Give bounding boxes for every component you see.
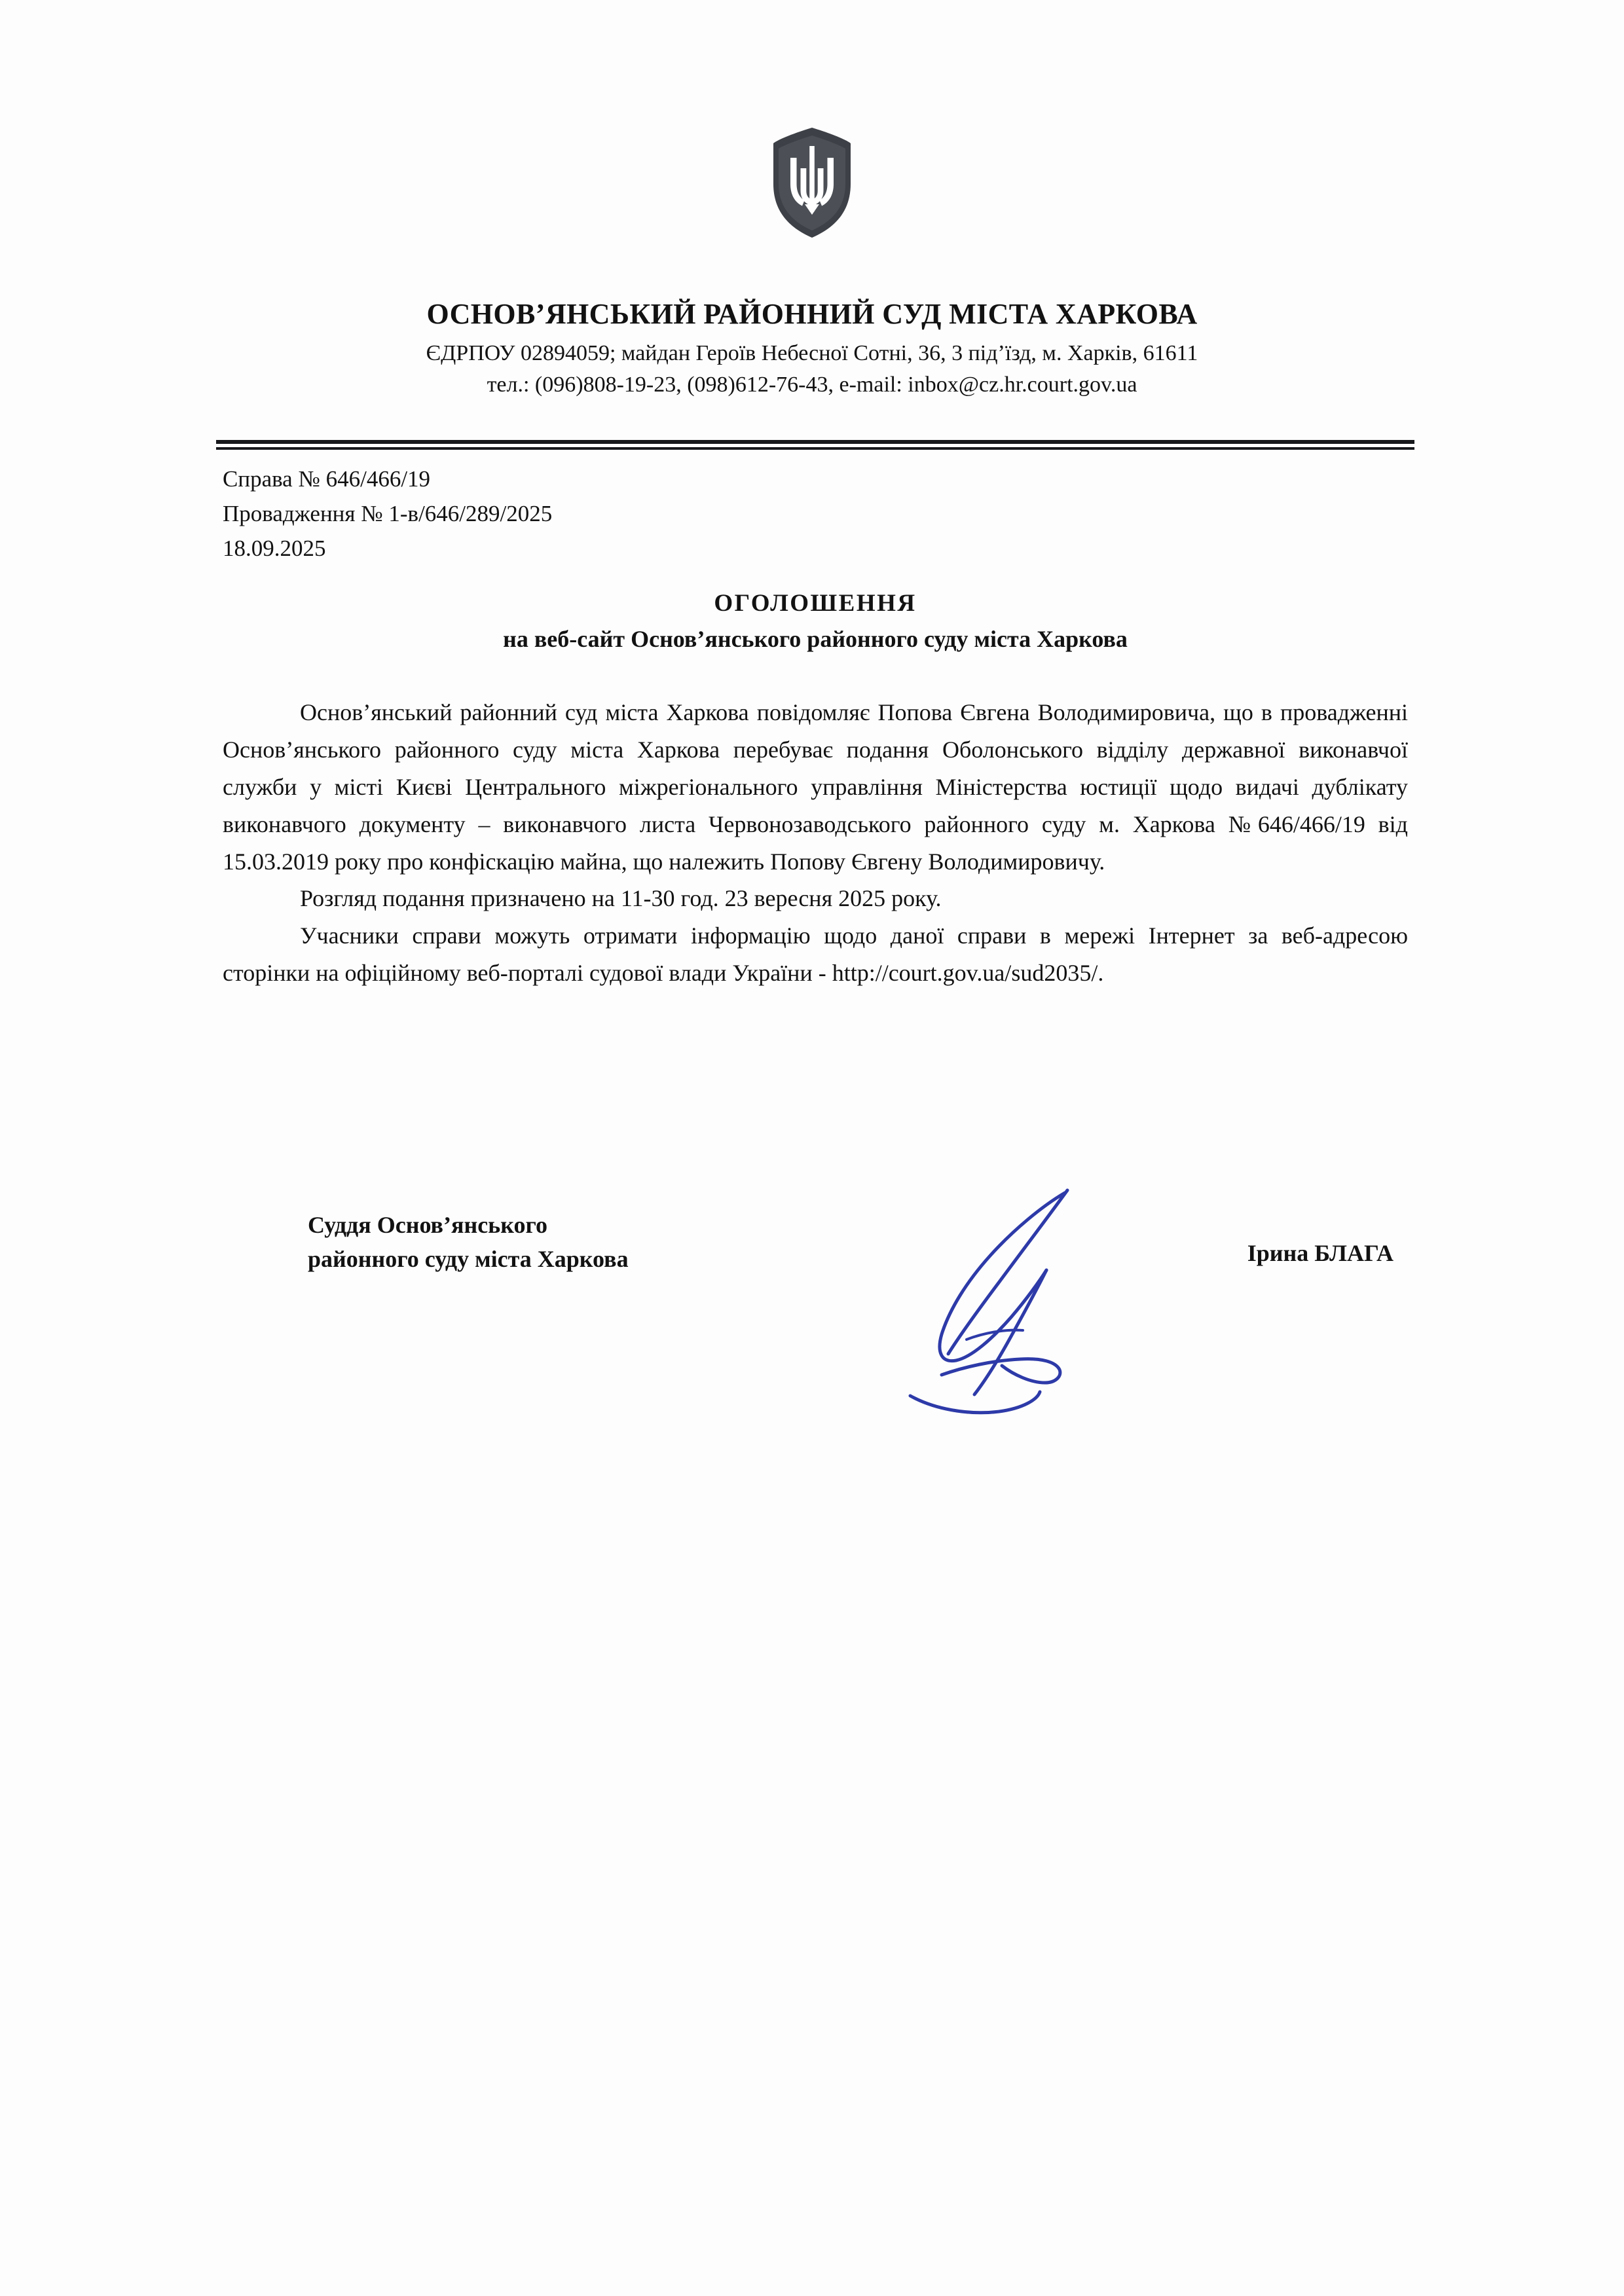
proceeding-number: Провадження № 1-в/646/289/2025 <box>223 501 553 527</box>
organization-contacts: тел.: (096)808-19-23, (098)612-76-43, e-mail: inbox@cz.hr.court.gov.ua <box>487 372 1137 397</box>
signer-name: Ірина БЛАГА <box>1247 1240 1393 1266</box>
ukraine-trident-emblem-icon <box>773 128 851 238</box>
signer-title <box>308 1208 629 1276</box>
document-body <box>223 694 1408 992</box>
organization-name: ОСНОВ’ЯНСЬКИЙ РАЙОННИЙ СУД МІСТА ХАРКОВА <box>426 298 1198 330</box>
emblem-container <box>0 128 1624 241</box>
body-paragraph: Основ’янський районний суд міста Харкова повідомляє Попова Євгена Володимировича, що в провадженні Основ’янського районного суду міста Харкова перебуває подання Оболонського відділу державної виконавчої служби у місті Києві Центрального міжрегіонального управління Міністерства юстиції щодо видачі дублікату виконавчого документу – виконавчого листа Червонозаводського районного суду м. Харкова №646/466/19 від 15.03.2019 року про конфіскацію майна, що належить Попову Євгену Володимировичу. <box>223 699 1408 875</box>
page-title: ОГОЛОШЕННЯ <box>714 590 917 617</box>
body-paragraph: Розгляд подання призначено на 11-30 год. 23 вересня 2025 року. <box>300 885 942 912</box>
letterhead <box>0 298 1624 401</box>
organization-address: ЄДРПОУ 02894059; майдан Героїв Небесної Сотні, 36, 3 під’їзд, м. Харків, 61611 <box>426 340 1198 365</box>
title-block <box>216 589 1414 653</box>
divider-thin-line <box>216 447 1414 450</box>
signature-block <box>223 1208 1408 1293</box>
case-number: Справа № 646/466/19 <box>223 466 431 492</box>
page-subtitle: на веб-сайт Основ’янського районного суду міста Харкова <box>503 626 1128 652</box>
scan-artifact <box>219 1467 223 1487</box>
case-meta <box>223 462 1401 566</box>
signer-title-line-1: Суддя Основ’янського <box>308 1212 547 1238</box>
signer-title-line-2: районного суду міста Харкова <box>308 1246 629 1273</box>
document-date: 18.09.2025 <box>223 536 326 562</box>
header-divider <box>216 440 1414 450</box>
scan-artifact <box>216 1074 219 1095</box>
body-paragraph: Учасники справи можуть отримати інформацію щодо даної справи в мережі Інтернет за веб-адресою сторінки на офіційному веб-порталі судової влади України - http://court.gov.ua/sud2035/. <box>223 922 1408 987</box>
